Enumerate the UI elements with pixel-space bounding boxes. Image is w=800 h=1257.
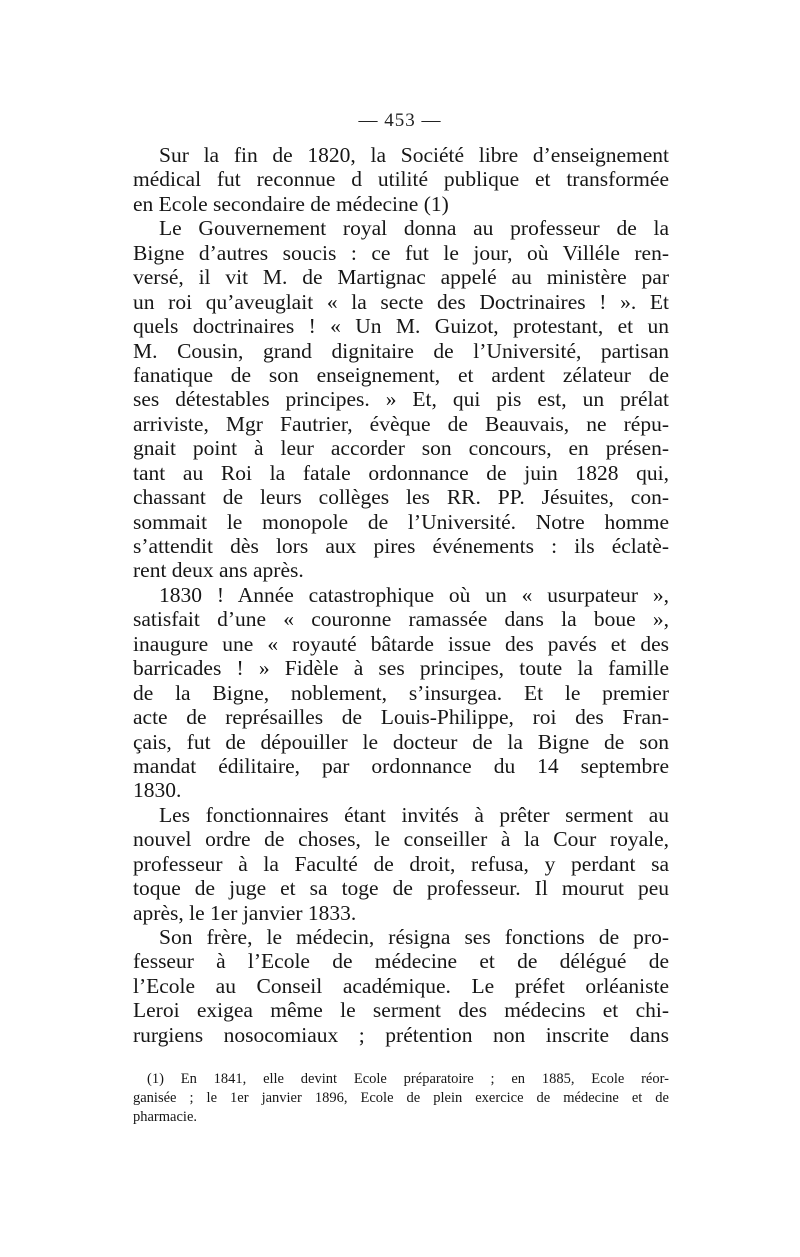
text-line: fesseur à l’Ecole de médecine et de délégué de — [133, 949, 669, 974]
text-line: M. Cousin, grand dignitaire de l’Université, partisan — [133, 338, 669, 363]
text-line: rurgiens nosocomiaux ; prétention non inscrite dans — [133, 1022, 669, 1047]
text-line: mandat édilitaire, par ordonnance du 14 septembre — [133, 753, 669, 778]
text-line: gnait point à leur accorder son concours, en présen- — [133, 436, 669, 461]
text-line: médical fut reconnue d utilité publique et transformée — [133, 167, 669, 192]
text-line: fanatique de son enseignement, et ardent zélateur de — [133, 362, 669, 387]
text-line: en Ecole secondaire de médecine (1) — [133, 191, 449, 216]
text-line: inaugure une « royauté bâtarde issue des pavés et des — [133, 631, 669, 656]
text-line: Sur la fin de 1820, la Société libre d’enseignement — [159, 143, 669, 167]
footnote-line: (1) En 1841, elle devint Ecole préparatoire ; en 1885, Ecole réor- — [147, 1071, 669, 1087]
text-line: versé, il vit M. de Martignac appelé au ministère par — [133, 265, 669, 290]
text-line: professeur à la Faculté de droit, refusa, y perdant sa — [133, 851, 669, 876]
text-line: de la Bigne, noblement, s’insurgea. Et le premier — [133, 680, 669, 705]
page-number: — 453 — — [358, 110, 442, 131]
text-line: barricades ! » Fidèle à ses principes, toute la famille — [133, 656, 669, 681]
text-line: çais, fut de dépouiller le docteur de la Bigne de son — [133, 729, 669, 754]
text-line: tant au Roi la fatale ordonnance de juin 1828 qui, — [133, 460, 669, 485]
text-line: chassant de leurs collèges les RR. PP. Jésuites, con- — [133, 485, 669, 510]
text-line: Bigne d’autres soucis : ce fut le jour, où Villéle ren- — [133, 240, 669, 265]
text-line: arriviste, Mgr Fautrier, évèque de Beauvais, ne répu- — [133, 411, 669, 436]
text-line: Son frère, le médecin, résigna ses fonctions de pro- — [159, 925, 669, 949]
footnote-line: ganisée ; le 1er janvier 1896, Ecole de plein exercice de médecine et de — [133, 1090, 669, 1106]
body-text — [133, 143, 669, 1047]
text-line: 1830 ! Année catastrophique où un « usurpateur », — [159, 582, 669, 607]
text-line: satisfait d’une « couronne ramassée dans la boue », — [133, 607, 669, 632]
footnotes — [133, 1070, 669, 1127]
text-line: Leroi exigea même le serment des médecins et chi- — [133, 998, 669, 1023]
text-line: ses détestables principes. » Et, qui pis est, un prélat — [133, 387, 669, 412]
text-line: l’Ecole au Conseil académique. Le préfet orléaniste — [133, 973, 669, 998]
text-line: acte de représailles de Louis-Philippe, roi des Fran- — [133, 705, 669, 730]
text-line: 1830. — [133, 778, 182, 803]
text-line: s’attendit dès lors aux pires événements : ils éclatè- — [133, 534, 669, 558]
text-line: Les fonctionnaires étant invités à prêter serment au — [159, 802, 669, 827]
text-line: quels doctrinaires ! « Un M. Guizot, protestant, et un — [133, 314, 669, 339]
text-line: un roi qu’aveuglait « la secte des Doctrinaires ! ». Et — [133, 289, 669, 314]
text-line: nouvel ordre de choses, le conseiller à la Cour royale, — [133, 827, 669, 852]
text-line: après, le 1er janvier 1833. — [133, 900, 357, 925]
text-line: Le Gouvernement royal donna au professeur de la — [159, 216, 669, 241]
text-line: rent deux ans après. — [133, 558, 304, 583]
text-line: toque de juge et sa toge de professeur. Il mourut peu — [133, 876, 669, 901]
footnote-line: pharmacie. — [133, 1109, 198, 1125]
text-line: sommait le monopole de l’Université. Notre homme — [133, 509, 669, 534]
